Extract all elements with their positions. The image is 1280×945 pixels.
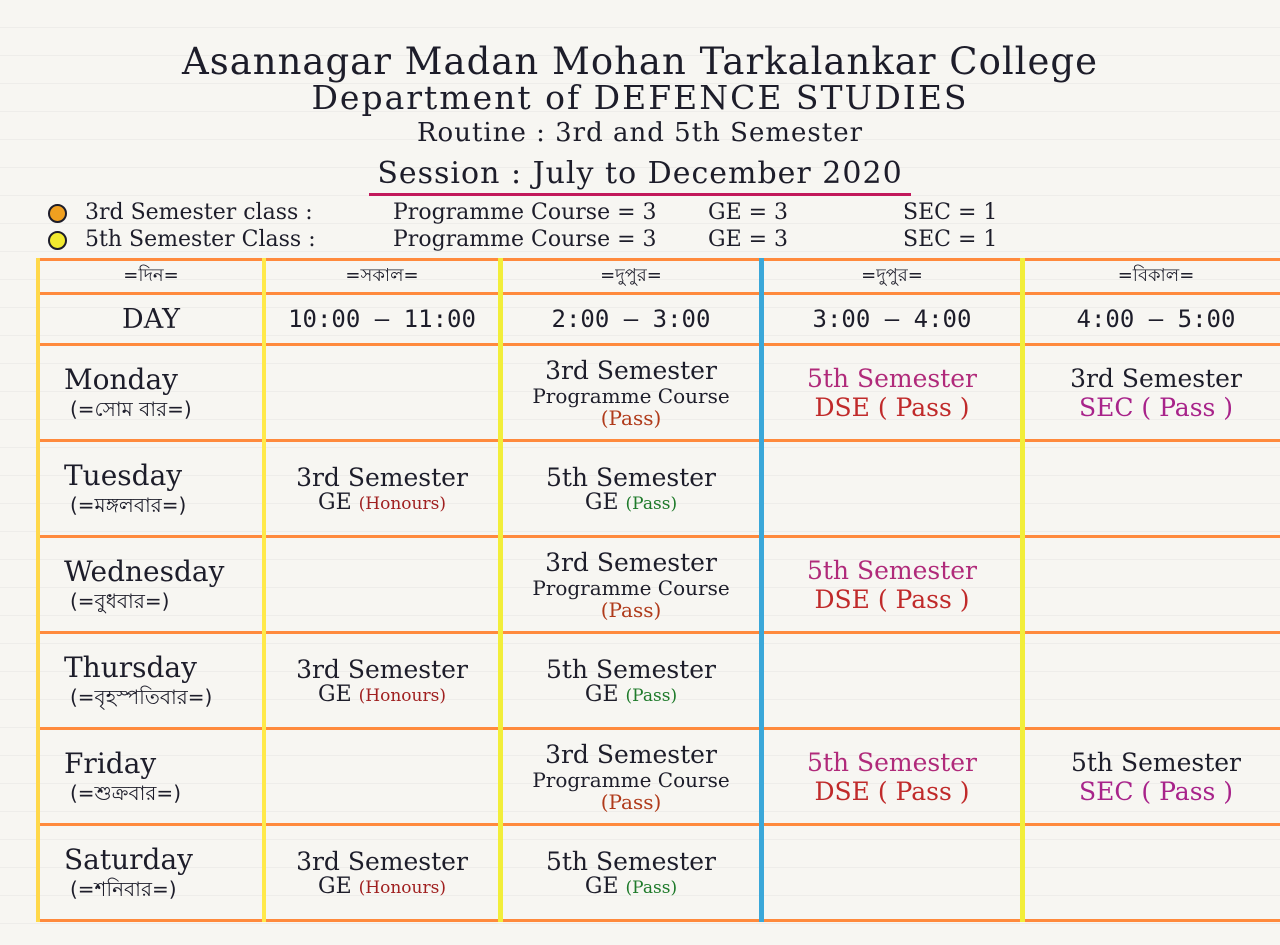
semester-label: 3rd Semester <box>545 740 717 769</box>
semester-label: 3rd Semester <box>1070 363 1242 393</box>
class-info-3rd <box>48 200 998 225</box>
slot-cell <box>762 441 1023 537</box>
slot-cell <box>501 441 762 537</box>
header-bn-morning: =সকাল= <box>264 260 501 294</box>
semester-label: 3rd Semester <box>545 548 717 577</box>
slot-cell <box>1023 825 1280 921</box>
honours-note: (Honours) <box>358 493 446 514</box>
ge-label: GE <box>584 681 619 707</box>
session-title <box>0 156 1280 196</box>
slot-cell <box>501 633 762 729</box>
semester-label: 5th Semester <box>545 462 717 492</box>
day-cell <box>38 345 264 441</box>
course-label <box>503 873 759 899</box>
day-name-bn: (=শনিবার=) <box>70 876 177 901</box>
header-bn-day: =দিন= <box>38 260 264 294</box>
header-slot-3: 3:00 – 4:00 <box>762 294 1023 345</box>
header-day: DAY <box>38 294 264 345</box>
pass-note: (Pass) <box>625 877 678 898</box>
semester-label: 3rd Semester <box>296 462 468 492</box>
semester-label: 5th Semester <box>545 846 717 876</box>
slot-cell <box>501 537 762 633</box>
programme-count: Programme Course = 3 <box>393 227 657 252</box>
course-label: DSE ( Pass ) <box>814 776 970 806</box>
semester-label: 5th Semester <box>806 555 978 585</box>
course-label <box>503 489 759 515</box>
ge-label: GE <box>318 489 352 515</box>
header-bn-noon: =দুপুর= <box>501 260 762 294</box>
slot-cell <box>762 537 1023 633</box>
class-label: 5th Semester Class : <box>85 227 316 252</box>
slot-cell <box>264 633 501 729</box>
class-info-5th <box>48 227 998 252</box>
pass-note: (Pass) <box>625 685 678 706</box>
slot-cell <box>264 441 501 537</box>
table-row <box>38 537 1280 633</box>
semester-label: 5th Semester <box>806 363 978 393</box>
semester-label: 5th Semester <box>545 654 717 684</box>
department-title: Department of DEFENCE STUDIES <box>311 78 969 117</box>
sec-count: SEC = 1 <box>903 227 998 252</box>
class-label: 3rd Semester class : <box>85 200 313 225</box>
semester-label: 3rd Semester <box>545 356 717 385</box>
slot-cell <box>501 345 762 441</box>
course-label <box>266 681 498 707</box>
course-label: SEC ( Pass ) <box>1078 392 1234 422</box>
slot-cell <box>501 825 762 921</box>
slot-cell <box>1023 345 1280 441</box>
day-name-bn: (=শুক্রবার=) <box>70 780 181 805</box>
slot-cell <box>762 825 1023 921</box>
bullet-icon <box>48 231 67 250</box>
course-label: Programme Course <box>532 768 730 792</box>
course-label <box>266 873 498 899</box>
semester-label: 5th Semester <box>1070 747 1242 777</box>
table-row <box>38 633 1280 729</box>
pass-note: (Pass) <box>600 598 662 622</box>
semester-label: 3rd Semester <box>296 846 468 876</box>
day-name-bn: (=সোম বার=) <box>70 396 192 421</box>
ge-label: GE <box>584 873 619 899</box>
honours-note: (Honours) <box>358 685 446 706</box>
slot-cell <box>1023 441 1280 537</box>
day-name: Saturday <box>64 842 193 876</box>
pass-note: (Pass) <box>600 406 662 430</box>
pass-note: (Pass) <box>600 790 662 814</box>
day-name-bn: (=বৃহস্পতিবার=) <box>70 684 213 709</box>
ge-count: GE = 3 <box>708 227 789 252</box>
slot-cell <box>264 345 501 441</box>
header-slot-1: 10:00 – 11:00 <box>264 294 501 345</box>
table-row <box>38 729 1280 825</box>
header-slot-4: 4:00 – 5:00 <box>1023 294 1280 345</box>
bullet-icon <box>48 204 67 223</box>
course-label <box>266 489 498 515</box>
programme-count: Programme Course = 3 <box>393 200 657 225</box>
honours-note: (Honours) <box>358 877 446 898</box>
day-cell <box>38 729 264 825</box>
course-label: DSE ( Pass ) <box>814 392 970 422</box>
routine-table <box>36 258 1280 922</box>
day-name: Monday <box>64 362 178 396</box>
slot-cell <box>1023 537 1280 633</box>
day-name-bn: (=মঙ্গলবার=) <box>70 492 187 517</box>
session-text: Session : July to December 2020 <box>369 156 910 196</box>
course-label: DSE ( Pass ) <box>814 584 970 614</box>
routine-title: Routine : 3rd and 5th Semester <box>416 118 864 148</box>
day-name: Wednesday <box>64 554 225 588</box>
day-cell <box>38 537 264 633</box>
table-row <box>38 441 1280 537</box>
course-label: Programme Course <box>532 576 730 600</box>
header-slot-2: 2:00 – 3:00 <box>501 294 762 345</box>
header-bn-afternoon: =বিকাল= <box>1023 260 1280 294</box>
ge-label: GE <box>584 489 619 515</box>
day-name: Thursday <box>64 650 197 684</box>
slot-cell <box>1023 633 1280 729</box>
ge-count: GE = 3 <box>708 200 789 225</box>
slot-cell <box>762 729 1023 825</box>
bengali-header-row <box>38 260 1280 294</box>
day-name: Tuesday <box>64 458 183 492</box>
slot-cell <box>762 633 1023 729</box>
course-label <box>503 681 759 707</box>
table-row <box>38 825 1280 921</box>
ge-label: GE <box>318 681 352 707</box>
slot-cell <box>1023 729 1280 825</box>
semester-label: 5th Semester <box>806 747 978 777</box>
day-cell <box>38 633 264 729</box>
pass-note: (Pass) <box>625 493 678 514</box>
day-name-bn: (=বুধবার=) <box>70 588 170 613</box>
table-row <box>38 345 1280 441</box>
semester-label: 3rd Semester <box>296 654 468 684</box>
college-title: Asannagar Madan Mohan Tarkalankar College <box>181 40 1098 83</box>
slot-cell <box>264 537 501 633</box>
slot-cell <box>264 729 501 825</box>
slot-cell <box>501 729 762 825</box>
ge-label: GE <box>318 873 352 899</box>
slot-cell <box>264 825 501 921</box>
time-header-row <box>38 294 1280 345</box>
header-bn-noon-2: =দুপুর= <box>762 260 1023 294</box>
day-cell <box>38 825 264 921</box>
day-name: Friday <box>64 746 157 780</box>
slot-cell <box>762 345 1023 441</box>
course-label: Programme Course <box>532 384 730 408</box>
day-cell <box>38 441 264 537</box>
sec-count: SEC = 1 <box>903 200 998 225</box>
course-label: SEC ( Pass ) <box>1078 776 1234 806</box>
